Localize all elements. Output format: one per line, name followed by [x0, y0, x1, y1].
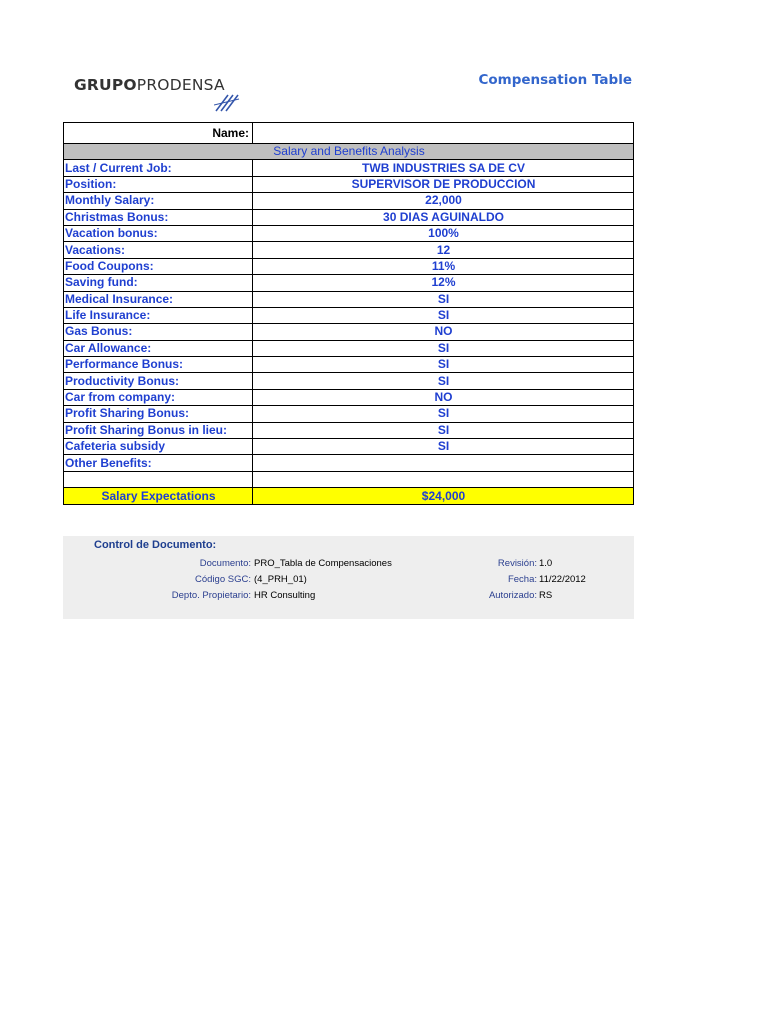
logo-text-light: PRODENSA	[136, 76, 225, 94]
table-row	[64, 225, 634, 241]
company-logo	[74, 76, 244, 116]
row-value: SI	[253, 291, 634, 307]
fecha-label: Fecha:	[507, 574, 537, 585]
document-control-heading: Control de Documento:	[94, 539, 217, 551]
row-label: Vacations:	[64, 242, 253, 258]
row-label: Food Coupons:	[64, 258, 253, 274]
logo-text	[74, 76, 244, 94]
table-row	[64, 275, 634, 291]
row-label: Monthly Salary:	[64, 193, 253, 209]
table-row	[64, 439, 634, 455]
depto-label: Depto. Propietario:	[171, 590, 251, 601]
salary-expectations-row	[64, 488, 634, 505]
row-label	[64, 471, 253, 487]
row-value: SI	[253, 357, 634, 373]
table-row	[64, 373, 634, 389]
autorizado-label: Autorizado:	[488, 590, 537, 601]
salary-expectations-value: $24,000	[253, 488, 634, 505]
row-value: SI	[253, 422, 634, 438]
salary-expectations-label: Salary Expectations	[64, 488, 253, 505]
fecha-value: 11/22/2012	[539, 574, 586, 585]
document-control-panel	[63, 536, 634, 619]
depto-value: HR Consulting	[254, 590, 316, 601]
row-value	[253, 455, 634, 471]
autorizado-value: RS	[539, 590, 553, 601]
table-row	[64, 160, 634, 176]
row-label: Car Allowance:	[64, 340, 253, 356]
revision-label: Revisión:	[497, 558, 537, 569]
table-row	[64, 406, 634, 422]
name-row	[64, 123, 634, 144]
table-row	[64, 422, 634, 438]
table-row	[64, 193, 634, 209]
logo-slash-mark-icon	[214, 93, 240, 113]
row-value: SI	[253, 307, 634, 323]
row-label: Saving fund:	[64, 275, 253, 291]
row-value: 30 DIAS AGUINALDO	[253, 209, 634, 225]
row-label: Medical Insurance:	[64, 291, 253, 307]
table-row	[64, 176, 634, 192]
revision-value: 1.0	[539, 558, 553, 569]
table-row	[64, 455, 634, 471]
codigo-value: (4_PRH_01)	[254, 574, 307, 585]
row-label: Other Benefits:	[64, 455, 253, 471]
row-value: NO	[253, 324, 634, 340]
row-label: Vacation bonus:	[64, 225, 253, 241]
documento-value: PRO_Tabla de Compensaciones	[254, 558, 392, 569]
row-label: Profit Sharing Bonus in lieu:	[64, 422, 253, 438]
row-value: TWB INDUSTRIES SA DE CV	[253, 160, 634, 176]
codigo-label: Código SGC:	[195, 574, 251, 585]
row-label: Performance Bonus:	[64, 357, 253, 373]
row-label: Last / Current Job:	[64, 160, 253, 176]
row-label: Productivity Bonus:	[64, 373, 253, 389]
row-value: SI	[253, 439, 634, 455]
row-value: NO	[253, 389, 634, 405]
row-label: Christmas Bonus:	[64, 209, 253, 225]
row-value: SI	[253, 406, 634, 422]
row-value: 12	[253, 242, 634, 258]
row-value	[253, 471, 634, 487]
section-header-row	[64, 144, 634, 160]
row-value: 22,000	[253, 193, 634, 209]
table-row	[64, 389, 634, 405]
table-row	[64, 291, 634, 307]
row-value: 11%	[253, 258, 634, 274]
row-label: Car from company:	[64, 389, 253, 405]
logo-text-bold: GRUPO	[74, 76, 137, 94]
table-row	[64, 307, 634, 323]
table-row	[64, 258, 634, 274]
documento-label: Documento:	[199, 558, 251, 569]
table-row	[64, 209, 634, 225]
page-title: Compensation Table	[478, 72, 632, 88]
row-label: Life Insurance:	[64, 307, 253, 323]
table-row	[64, 471, 634, 487]
name-label: Name:	[64, 123, 253, 144]
row-value: SI	[253, 340, 634, 356]
name-value	[253, 123, 634, 144]
row-value: SUPERVISOR DE PRODUCCION	[253, 176, 634, 192]
table-row	[64, 357, 634, 373]
table-row	[64, 242, 634, 258]
table-row	[64, 324, 634, 340]
row-label: Gas Bonus:	[64, 324, 253, 340]
row-value: 12%	[253, 275, 634, 291]
row-label: Cafeteria subsidy	[64, 439, 253, 455]
section-title: Salary and Benefits Analysis	[64, 144, 634, 160]
table-row	[64, 340, 634, 356]
row-value: 100%	[253, 225, 634, 241]
row-value: SI	[253, 373, 634, 389]
row-label: Position:	[64, 176, 253, 192]
row-label: Profit Sharing Bonus:	[64, 406, 253, 422]
compensation-table	[63, 122, 634, 505]
